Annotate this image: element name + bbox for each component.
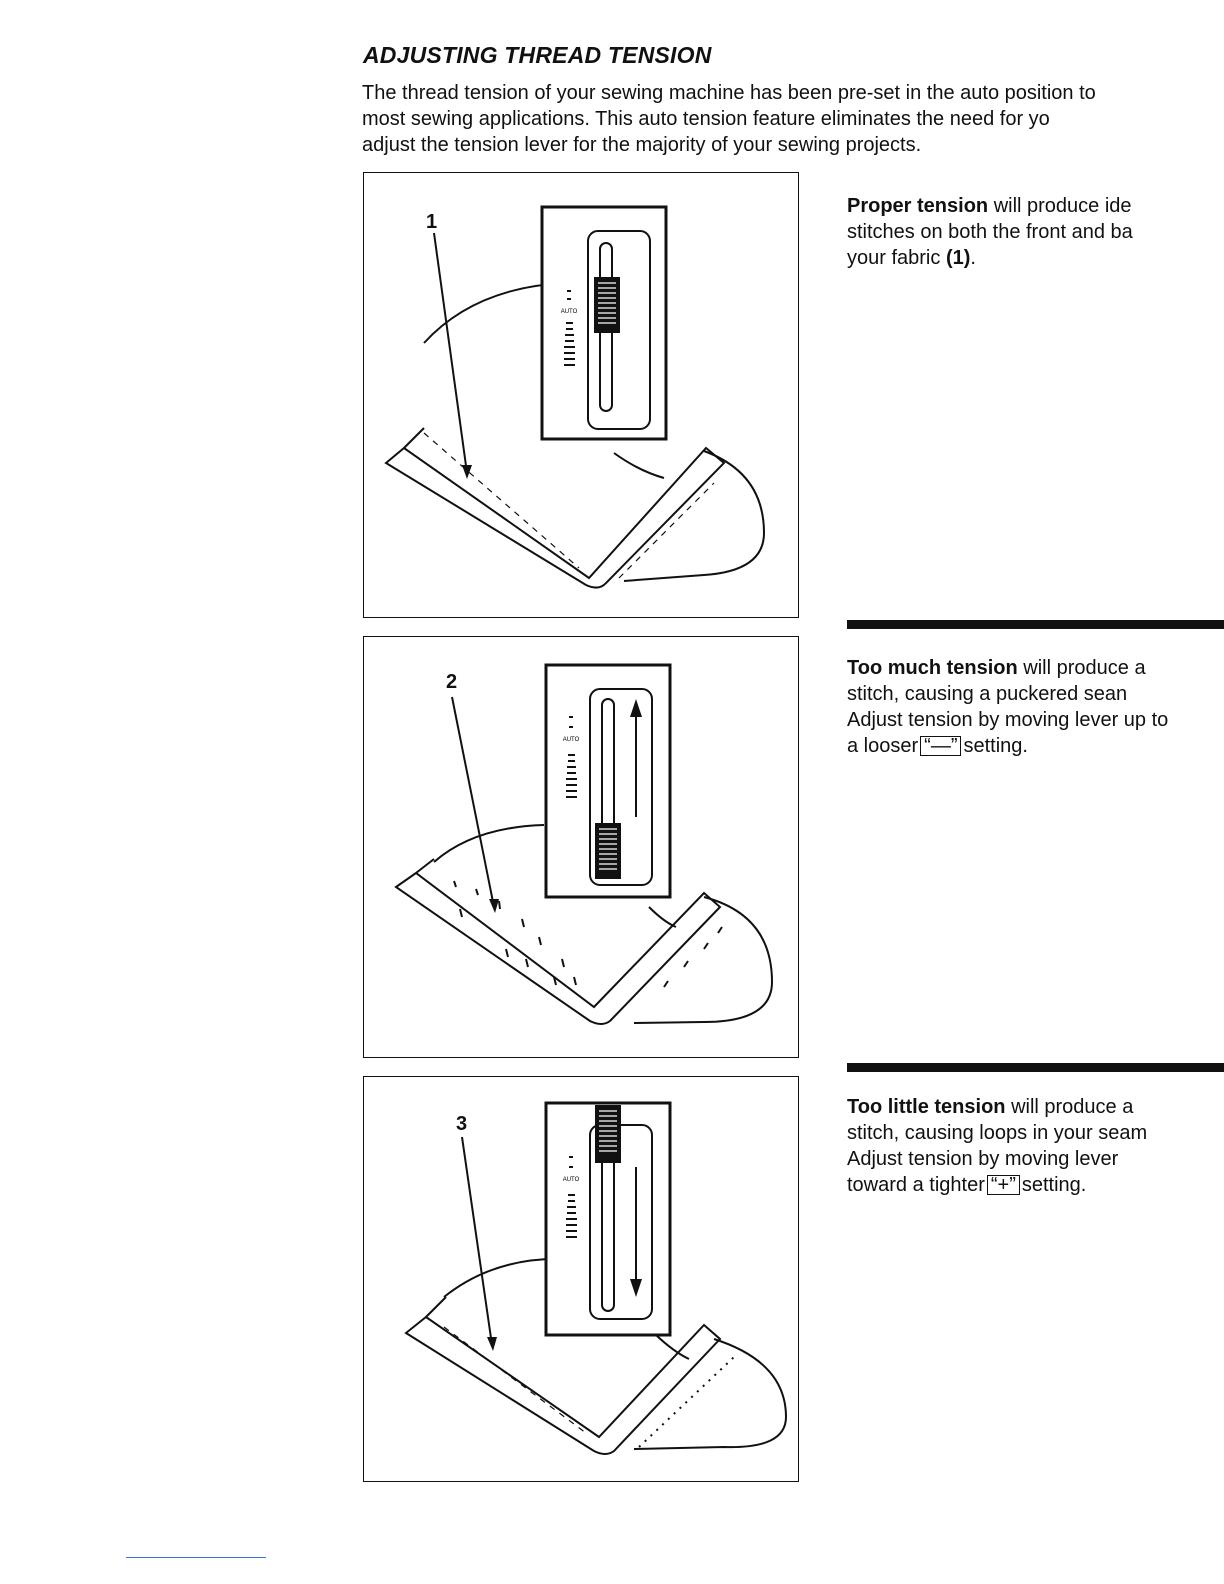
illustration-number: 3 bbox=[456, 1113, 468, 1135]
description-text: setting. bbox=[1021, 1174, 1087, 1196]
illustration-number: 2 bbox=[446, 671, 458, 693]
description-text: toward a tighter bbox=[847, 1174, 985, 1196]
illustration-number: 1 bbox=[426, 211, 438, 233]
tighter-setting-symbol: “+” bbox=[987, 1175, 1020, 1195]
description-text: stitches on both the front and ba bbox=[847, 221, 1133, 243]
intro-paragraph bbox=[362, 80, 1224, 158]
tension-dial bbox=[546, 1103, 670, 1335]
intro-line: The thread tension of your sewing machine has been pre-set in the auto position to bbox=[362, 82, 1096, 104]
too-much-tension-description bbox=[847, 655, 1224, 759]
description-text: . bbox=[970, 247, 976, 269]
illustration-too-little-tension bbox=[363, 1076, 799, 1482]
figure-reference: (1) bbox=[945, 247, 971, 269]
section-heading: Too little tension bbox=[847, 1096, 1006, 1118]
page-title: ADJUSTING THREAD TENSION bbox=[363, 42, 712, 68]
description-text: your fabric bbox=[847, 247, 946, 269]
description-text: Adjust tension by moving lever up to bbox=[847, 709, 1169, 731]
illustration-too-much-tension bbox=[363, 636, 799, 1058]
footer-divider bbox=[126, 1557, 266, 1558]
description-text: will produce ide bbox=[988, 195, 1132, 217]
intro-line: adjust the tension lever for the majority of your sewing projects. bbox=[362, 134, 922, 156]
looser-setting-symbol: “—” bbox=[920, 736, 961, 756]
proper-tension-description bbox=[847, 193, 1224, 271]
illustration-proper-tension bbox=[363, 172, 799, 618]
section-divider bbox=[847, 1063, 1224, 1072]
intro-line: most sewing applications. This auto tension feature eliminates the need for yo bbox=[362, 108, 1050, 130]
description-text: Adjust tension by moving lever bbox=[847, 1148, 1119, 1170]
auto-label: AUTO bbox=[562, 737, 580, 743]
tension-dial bbox=[542, 207, 666, 439]
auto-label: AUTO bbox=[560, 309, 578, 315]
description-text: stitch, causing a puckered sean bbox=[847, 683, 1128, 705]
fabric-tension-drawing bbox=[364, 1077, 800, 1483]
section-heading: Too much tension bbox=[847, 657, 1018, 679]
tension-dial bbox=[546, 665, 670, 897]
description-text: will produce a bbox=[1017, 657, 1146, 679]
loose-stitches bbox=[639, 1357, 734, 1447]
auto-label: AUTO bbox=[562, 1177, 580, 1183]
section-heading: Proper tension bbox=[847, 195, 989, 217]
description-text: setting. bbox=[963, 735, 1028, 757]
description-text: stitch, causing loops in your seam bbox=[847, 1122, 1148, 1144]
section-divider bbox=[847, 620, 1224, 629]
fabric-tension-drawing bbox=[364, 637, 800, 1059]
description-text: will produce a bbox=[1005, 1096, 1134, 1118]
too-little-tension-description bbox=[847, 1094, 1224, 1198]
fabric-tension-drawing bbox=[364, 173, 800, 619]
description-text: a looser bbox=[847, 735, 919, 757]
